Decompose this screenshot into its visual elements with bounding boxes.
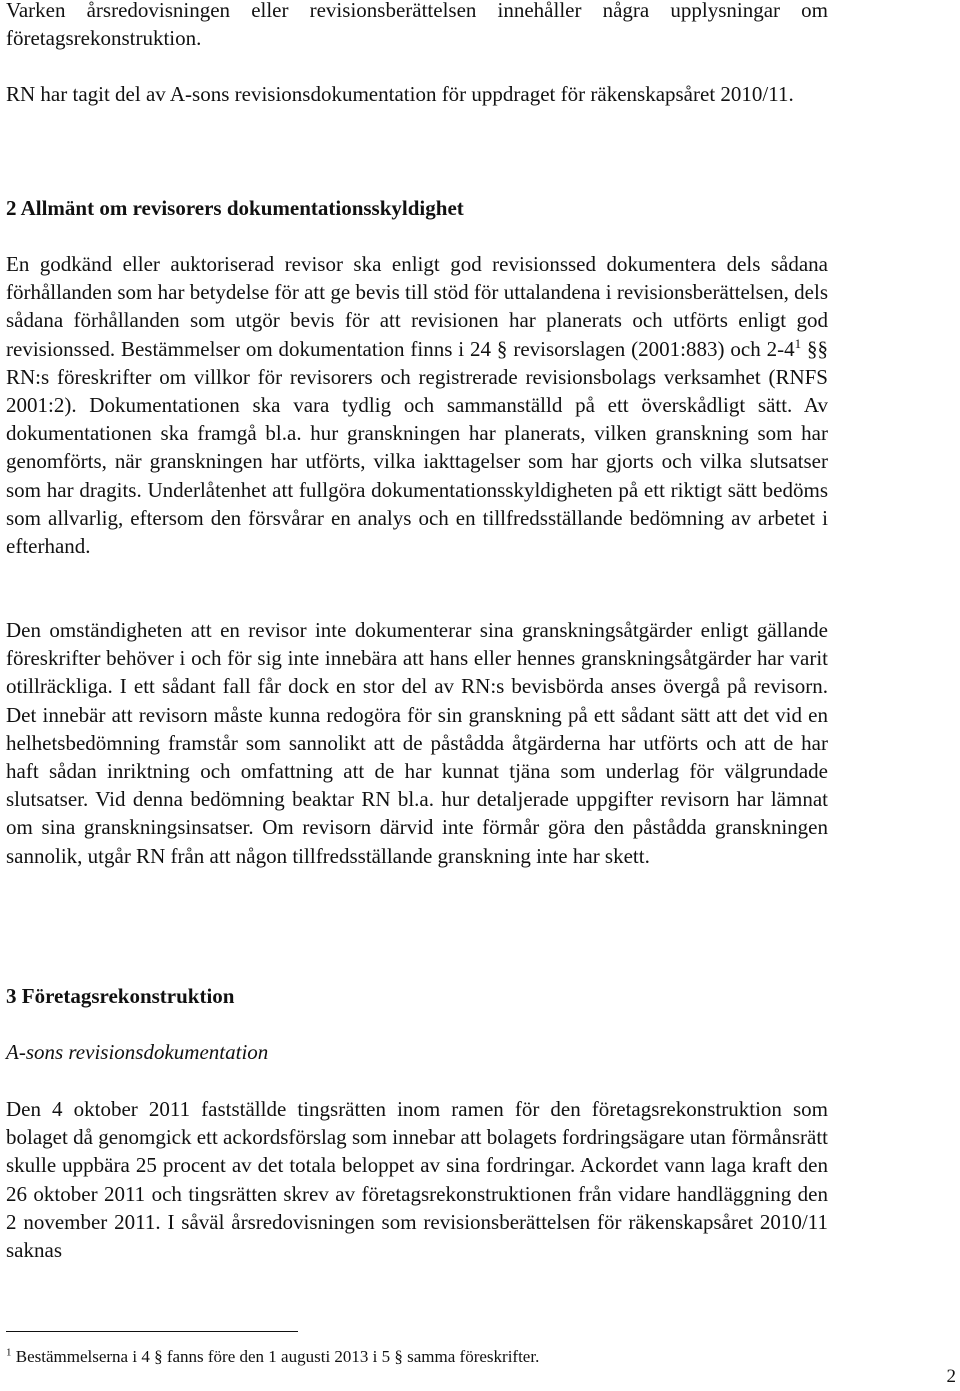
- intro-paragraph-2: RN har tagit del av A-sons revisionsdokumentation för uppdraget för räkenskapsåret 2010/11.: [6, 82, 794, 106]
- footnote-marker: 1: [6, 1346, 12, 1359]
- footnote: [6, 1345, 539, 1369]
- section-3-subheading: A-sons revisionsdokumentation: [6, 1040, 269, 1064]
- section-3-heading: 3 Företagsrekonstruktion: [6, 984, 235, 1008]
- footnote-text: Bestämmelserna i 4 § fanns före den 1 augusti 2013 i 5 § samma föreskrifter.: [15, 1347, 540, 1366]
- section-2-paragraph-1-text-a: En godkänd eller auktoriserad revisor ska enligt god revisionssed dokumentera dels sådana förhållanden som har betydelse för att ge bevis till stöd för uttalandena i revisionsberättelsen, dels sådana förhållanden som utgör bevis för att revisionen har planerats och utförts enligt god revisionssed. Bestämmelser om dokumentation finns i 24 § revisorslagen (2001:883) och 2-4: [6, 252, 828, 361]
- section-2-paragraph-1: [6, 250, 828, 560]
- footnote-reference: 1: [794, 335, 802, 351]
- page-number: 2: [946, 1366, 956, 1387]
- intro-paragraph-1: Varken årsredovisningen eller revisionsberättelsen innehåller några upplysningar om företagsrekonstruktion.: [6, 0, 828, 51]
- section-2-heading: 2 Allmänt om revisorers dokumentationsskyldighet: [6, 196, 464, 220]
- section-2-paragraph-1-text-b: §§ RN:s föreskrifter om villkor för revisorers och registrerade revisionsbolags verksamhet (RNFS 2001:2). Dokumentationen ska vara tydlig och sammanställd på ett överskådligt sätt. Av dokumentationen ska framgå bl.a. hur granskningen har planerats, vilken granskning som har genomförts, när granskningen har utförts, vilka iakttagelser som har gjorts och vilka slutsatser som har dragits. Underlåtenhet att fullgöra dokumentationsskyldigheten på ett riktigt sätt bedöms som allvarlig, eftersom den försvårar en analys och en tillfredsställande bedömning av arbetet i efterhand.: [6, 336, 828, 559]
- section-3-paragraph-1: Den 4 oktober 2011 fastställde tingsrätten inom ramen för den företagsrekonstruktion som bolaget då genomgick ett ackordsförslag som innebar att bolagets fordringsägare utan förmånsrätt skulle uppbära 25 procent av det totala beloppet av sina fordringar. Ackordet vann laga kraft den 26 oktober 2011 och tingsrätten skrev av företagsrekonstruktionen från vidare handläggning den 2 november 2011. I såväl årsredovisningen som revisionsberättelsen för räkenskapsåret 2010/11 saknas: [6, 1097, 828, 1263]
- section-2-paragraph-2: Den omständigheten att en revisor inte dokumenterar sina granskningsåtgärder enligt gällande föreskrifter behöver i och för sig inte innebära att hans eller hennes granskningsåtgärder har varit otillräckliga. I ett sådant fall får dock en stor del av RN:s bevisbörda anses övergå på revisorn. Det innebär att revisorn måste kunna redogöra för sin granskning på ett sådant sätt att det vid en helhetsbedömning framstår som sannolikt att de påstådda åtgärderna har utförts och att de har haft sådan inriktning och omfattning att de har kunnat tjäna som underlag för välgrundade slutsatser. Vid denna bedömning beaktar RN bl.a. hur detaljerade uppgifter revisorn har lämnat om sina granskningsinsatser. Om revisorn därvid inte förmår göra den påstådda granskningen sannolik, utgår RN från att någon tillfredsställande granskning inte har skett.: [6, 618, 828, 868]
- footnote-divider: [6, 1331, 298, 1332]
